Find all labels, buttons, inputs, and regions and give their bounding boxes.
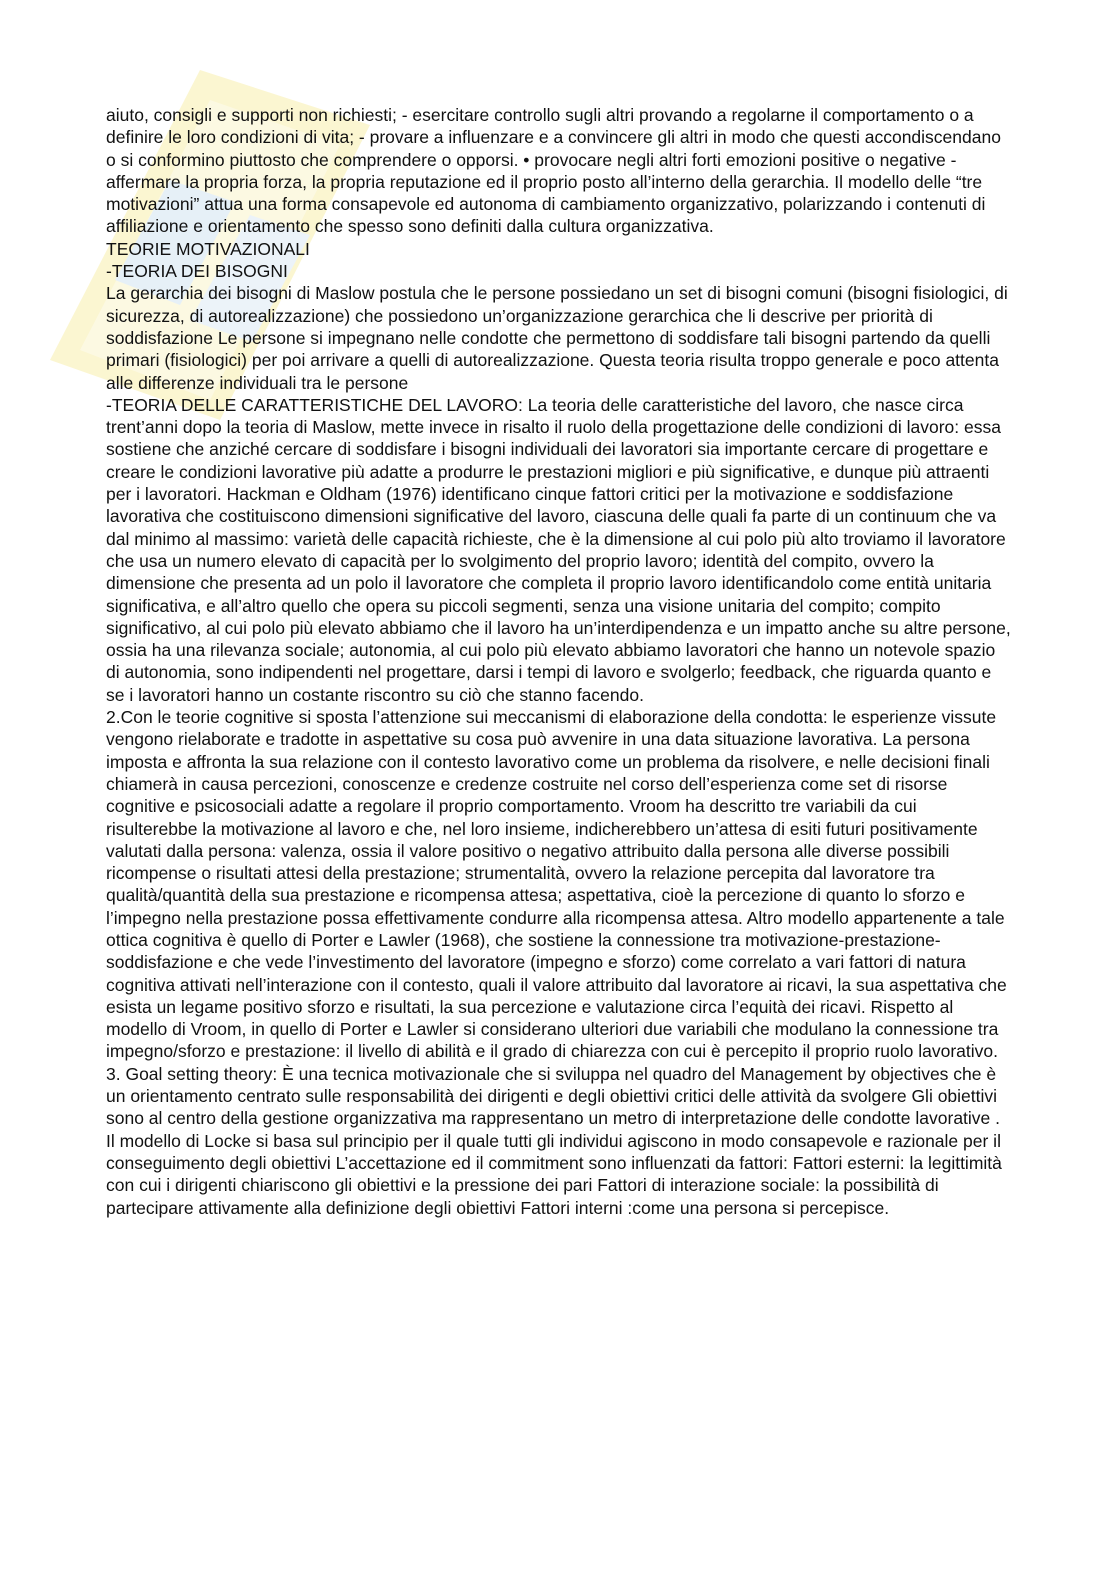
paragraph-maslow: La gerarchia dei bisogni di Maslow postula che le persone possiedano un set di bisogni comuni (bisogni fisiologici, di sicurezza, di autorealizzazione) che possiedono un’organizzazione gerarchica che li descrive per priorità di soddisfazione Le persone si impegnano nelle condotte che permettono di soddisfare tali bisogni partendo da quelli primari (fisiologici) per poi arrivare a quelli di autorealizzazione. Questa teoria risulta troppo generale e poco attenta alle differenze individuali tra le persone	[106, 283, 1008, 393]
heading-teoria-dei-bisogni: -TEORIA DEI BISOGNI	[106, 261, 288, 282]
paragraph-intro: aiuto, consigli e supporti non richiesti; - esercitare controllo sugli altri provando a regolarne il comportamento o a definire le loro condizioni di vita; - provare a influenzare e a convincere gli altri in modo che questi accondiscendano o si conformino piuttosto che comprendere o opporsi. • provocare negli altri forti emozioni positive o negative - affermare la propria forza, la propria reputazione ed il proprio posto all’interno della gerarchia. Il modello delle “tre motivazioni” attua una forma consapevole ed autonoma di cambiamento organizzativo, polarizzando i contenuti di affiliazione e orientamento che spesso sono definiti dalla cultura organizzativa.	[106, 105, 1001, 237]
paragraph-goal-setting: 3. Goal setting theory: È una tecnica motivazionale che si sviluppa nel quadro del Management by objectives che è un orientamento centrato sulle responsabilità dei dirigenti e degli obiettivi critici delle attività da svolgere Gli obiettivi sono al centro della gestione organizzativa ma rappresentano un metro di interpretazione delle condotte lavorative . Il modello di Locke si basa sul principio per il quale tutti gli individui agiscono in modo consapevole e razionale per il conseguimento degli obiettivi L’accettazione ed il commitment sono influenzati da fattori: Fattori esterni: la legittimità con cui i dirigenti chiariscono gli obiettivi e la pressione dei pari Fattori di interazione sociale: la possibilità di partecipare attivamente alla definizione degli obiettivi Fattori interni :come una persona si percepisce.	[106, 1063, 1002, 1218]
heading-teorie-motivazionali: TEORIE MOTIVAZIONALI	[106, 238, 310, 259]
document-body	[106, 104, 1011, 1219]
paragraph-caratteristiche-lavoro: -TEORIA DELLE CARATTERISTICHE DEL LAVORO: La teoria delle caratteristiche del lavoro, che nasce circa trent’anni dopo la teoria di Maslow, mette invece in risalto il ruolo della progettazione delle condizioni di lavoro: essa sostiene che anziché cercare di soddisfare i bisogni individuali dei lavoratori sia importante cercare di progettare e creare le condizioni lavorative più adatte a produrre le prestazioni migliori e più significative, e dunque più attraenti per i lavoratori. Hackman e Oldham (1976) identificano cinque fattori critici per la motivazione e soddisfazione lavorativa che costituiscono dimensioni significative del lavoro, ciascuna delle quali fa parte di un continuum che va dal minimo al massimo: varietà delle capacità richieste, che è la dimensione al cui polo più alto troviamo il lavoratore che usa un numero elevato di capacità per lo svolgimento del proprio lavoro; identità del compito, ovvero la dimensione che presenta ad un polo il lavoratore che completa il proprio lavoro identificandolo come entità unitaria significativa, e all’altro quello che opera su piccoli segmenti, senza una visione unitaria del compito; compito significativo, al cui polo più elevato abbiamo che il lavoro ha un’interdipendenza e un impatto anche su altre persone, ossia ha una rilevanza sociale; autonomia, al cui polo più elevato abbiamo lavoratori che hanno un notevole spazio di autonomia, sono indipendenti nel progettare, darsi i tempi di lavoro e svolgerlo; feedback, che riguarda quanto e se i lavoratori hanno un costante riscontro su ciò che stanno facendo.	[106, 394, 1011, 705]
paragraph-teorie-cognitive: 2.Con le teorie cognitive si sposta l’attenzione sui meccanismi di elaborazione della condotta: le esperienze vissute vengono rielaborate e tradotte in aspettative su cosa può avvenire in una data situazione lavorativa. La persona imposta e affronta la sua relazione con il contesto lavorativo come un problema da risolvere, e nelle decisioni finali chiamerà in causa percezioni, conoscenze e credenze costruite nel corso dell’esperienza come set di risorse cognitive e psicosociali adatte a regolare il proprio comportamento. Vroom ha descritto tre variabili da cui risulterebbe la motivazione al lavoro e che, nel loro insieme, indicherebbero un’attesa di esiti futuri positivamente valutati dalla persona: valenza, ossia il valore positivo o negativo attribuito dalla persona alle diverse possibili ricompense o risultati attesi della prestazione; strumentalità, ovvero la relazione percepita dal lavoratore tra qualità/quantità della sua prestazione e ricompensa attesa; aspettativa, cioè la percezione di quanto lo sforzo e l’impegno nella prestazione possa effettivamente condurre alla ricompensa attesa. Altro modello appartenente a tale ottica cognitiva è quello di Porter e Lawler (1968), che sostiene la connessione tra motivazione-prestazione-soddisfazione e che vede l’investimento del lavoratore (impegno e sforzo) come correlato a vari fattori di natura cognitiva attivati nell’interazione con il contesto, quali il valore attribuito dal lavoratore ai ricavi, la sua aspettativa che esista un legame positivo sforzo e risultati, la sua percezione e valutazione circa l’equità dei ricavi. Rispetto al modello di Vroom, in quello di Porter e Lawler si considerano ulteriori due variabili che modulano la connessione tra impegno/sforzo e prestazione: il livello di abilità e il grado di chiarezza con cui è percepito il proprio ruolo lavorativo.	[106, 707, 1007, 1062]
